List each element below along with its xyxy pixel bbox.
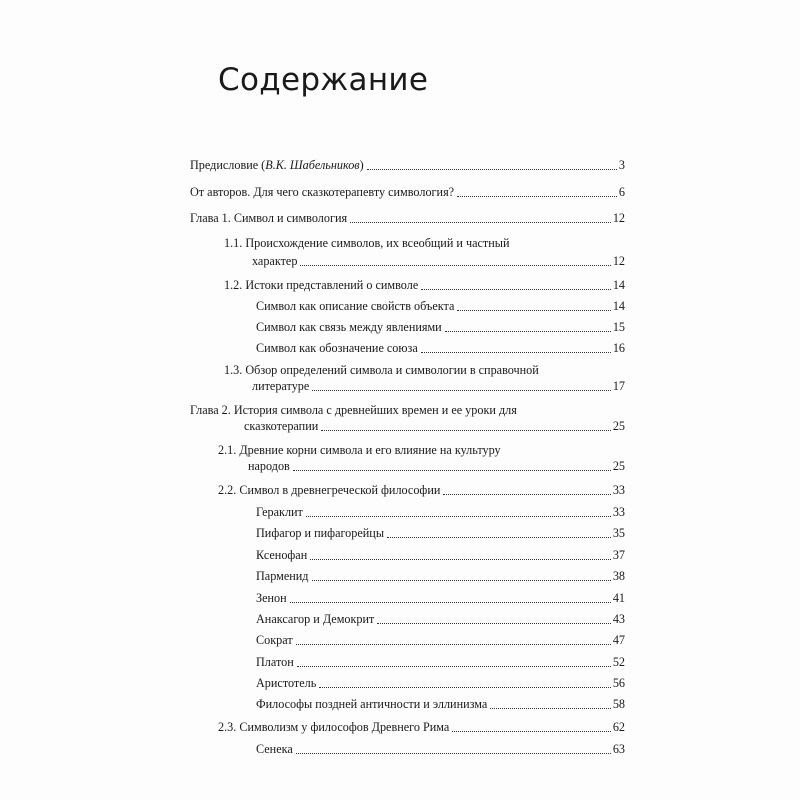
- toc-entry-text: Сократ: [256, 633, 293, 647]
- toc-page-number: 16: [612, 341, 625, 355]
- toc-entry-philosopher: [256, 590, 625, 606]
- toc-page-number: 47: [612, 633, 625, 647]
- toc-page-number: 43: [612, 612, 625, 626]
- toc-entry-1-3-cont: [252, 378, 625, 394]
- toc-entry-text: Анаксагор и Демокрит: [256, 612, 375, 626]
- toc-entry-text: 2.1. Древние корни символа и его влияние на культуру: [218, 443, 501, 457]
- toc-entry-philosopher: [256, 741, 625, 757]
- dot-leader: [445, 331, 611, 332]
- page-title: Содержание: [218, 62, 429, 98]
- toc-entry-text: Гераклит: [256, 505, 303, 519]
- toc-entry-text: 2.2. Символ в древнегреческой философии: [218, 483, 441, 497]
- toc-entry-subsection: [256, 319, 625, 335]
- dot-leader: [457, 310, 610, 311]
- toc-page-number: 33: [612, 483, 625, 497]
- dot-leader: [457, 196, 617, 197]
- dot-leader: [306, 516, 611, 517]
- toc-entry-philosopher: [256, 611, 625, 627]
- toc-entry-text: сказкотерапии: [244, 419, 319, 433]
- dot-leader: [297, 666, 611, 667]
- toc-entry-text: Платон: [256, 655, 294, 669]
- toc-entry-2-3: [218, 719, 625, 735]
- toc-entry-text: характер: [252, 254, 298, 268]
- toc-entry-text: Глава 1. Символ и симвология: [190, 211, 348, 225]
- toc-page-number: 38: [612, 569, 625, 583]
- toc-page-number: 25: [612, 419, 625, 433]
- toc-page-number: 15: [612, 320, 625, 334]
- toc-entry-text: От авторов. Для чего сказкотерапевту симвология?: [190, 185, 455, 199]
- dot-leader: [321, 430, 611, 431]
- toc-page-number: 12: [612, 254, 625, 268]
- toc-entry-subsection: [256, 298, 625, 314]
- toc-entry-authors-note: [190, 184, 625, 200]
- toc-entry-text: Глава 2. История символа с древнейших времен и ее уроки для: [190, 403, 517, 417]
- toc-page-number: 41: [612, 591, 625, 605]
- toc-entry-text-end: ): [359, 158, 364, 172]
- toc-entry-subsection: [256, 340, 625, 356]
- toc-page-number: 17: [612, 379, 625, 393]
- toc-page-number: 12: [612, 211, 625, 225]
- dot-leader: [293, 470, 611, 471]
- dot-leader: [296, 644, 611, 645]
- toc-entry-philosopher: [256, 632, 625, 648]
- dot-leader: [452, 731, 611, 732]
- toc-entry-text: литературе: [252, 379, 310, 393]
- toc-page-number: 35: [612, 526, 625, 540]
- toc-entry-1-2: [224, 277, 625, 293]
- toc-page-number: 6: [618, 185, 625, 199]
- toc-entry-text: Символ как описание свойств объекта: [256, 299, 455, 313]
- dot-leader: [387, 537, 611, 538]
- toc-entry-philosopher: [256, 675, 625, 691]
- toc-entry-text: Пифагор и пифагорейцы: [256, 526, 385, 540]
- toc-entry-philosopher: [256, 568, 625, 584]
- toc-entry-text: Символ как связь между явлениями: [256, 320, 442, 334]
- toc-entry-chapter-1: [190, 210, 625, 226]
- toc-entry-text: Зенон: [256, 591, 287, 605]
- toc-entry-1-3: [224, 363, 625, 379]
- toc-entry-philosopher: [256, 547, 625, 563]
- toc-page-number: 33: [612, 505, 625, 519]
- toc-entry-2-2: [218, 482, 625, 498]
- toc-entry-author: В.К. Шабельников: [265, 158, 360, 172]
- toc-entry-1-1-cont: [252, 253, 625, 269]
- dot-leader: [310, 559, 611, 560]
- toc-entry-philosopher: [256, 525, 625, 541]
- toc-page-number: 14: [612, 299, 625, 313]
- toc-entry-text: Аристотель: [256, 676, 317, 690]
- toc-entry-text: Философы поздней античности и эллинизма: [256, 697, 488, 711]
- dot-leader: [312, 390, 611, 391]
- toc-page-number: 58: [612, 697, 625, 711]
- toc-entry-text: 2.3. Символизм у философов Древнего Рима: [218, 720, 450, 734]
- toc-page-number: 56: [612, 676, 625, 690]
- toc-entry-text: Символ как обозначение союза: [256, 341, 418, 355]
- toc-entry-text: 1.3. Обзор определений символа и символогии в справочной: [224, 363, 539, 377]
- dot-leader: [377, 623, 610, 624]
- toc-entry-2-1-cont: [248, 458, 625, 474]
- toc-page-number: 14: [612, 278, 625, 292]
- toc-page-number: 37: [612, 548, 625, 562]
- dot-leader: [421, 289, 611, 290]
- toc-entry-2-1: [218, 443, 625, 459]
- toc-entry-text: Ксенофан: [256, 548, 308, 562]
- toc-page-number: 52: [612, 655, 625, 669]
- toc-entry-chapter-2-cont: [244, 418, 625, 434]
- dot-leader: [490, 708, 611, 709]
- dot-leader: [443, 494, 610, 495]
- toc-entry-text: народов: [248, 459, 290, 473]
- toc-entry-philosopher: [256, 654, 625, 670]
- toc-page-number: 62: [612, 720, 625, 734]
- toc-entry-text: 1.1. Происхождение символов, их всеобщий и частный: [224, 236, 510, 250]
- dot-leader: [350, 222, 611, 223]
- dot-leader: [421, 352, 611, 353]
- toc-page-number: 3: [618, 158, 625, 172]
- toc-entry-text: Сенека: [256, 742, 293, 756]
- toc-page-number: 25: [612, 459, 625, 473]
- dot-leader: [312, 580, 611, 581]
- dot-leader: [319, 687, 611, 688]
- toc-entry-chapter-2: [190, 403, 625, 419]
- dot-leader: [300, 265, 610, 266]
- toc-page-number: 63: [612, 742, 625, 756]
- dot-leader: [296, 753, 611, 754]
- toc-entry-preface: [190, 157, 625, 173]
- toc-entry-philosopher: [256, 696, 625, 712]
- toc-entry-text: Предисловие (: [190, 158, 266, 172]
- toc-entry-philosopher: [256, 504, 625, 520]
- dot-leader: [367, 169, 617, 170]
- dot-leader: [290, 602, 611, 603]
- toc-entry-text: Парменид: [256, 569, 309, 583]
- toc-entry-1-1: [224, 236, 625, 252]
- toc-entry-text: 1.2. Истоки представлений о символе: [224, 278, 419, 292]
